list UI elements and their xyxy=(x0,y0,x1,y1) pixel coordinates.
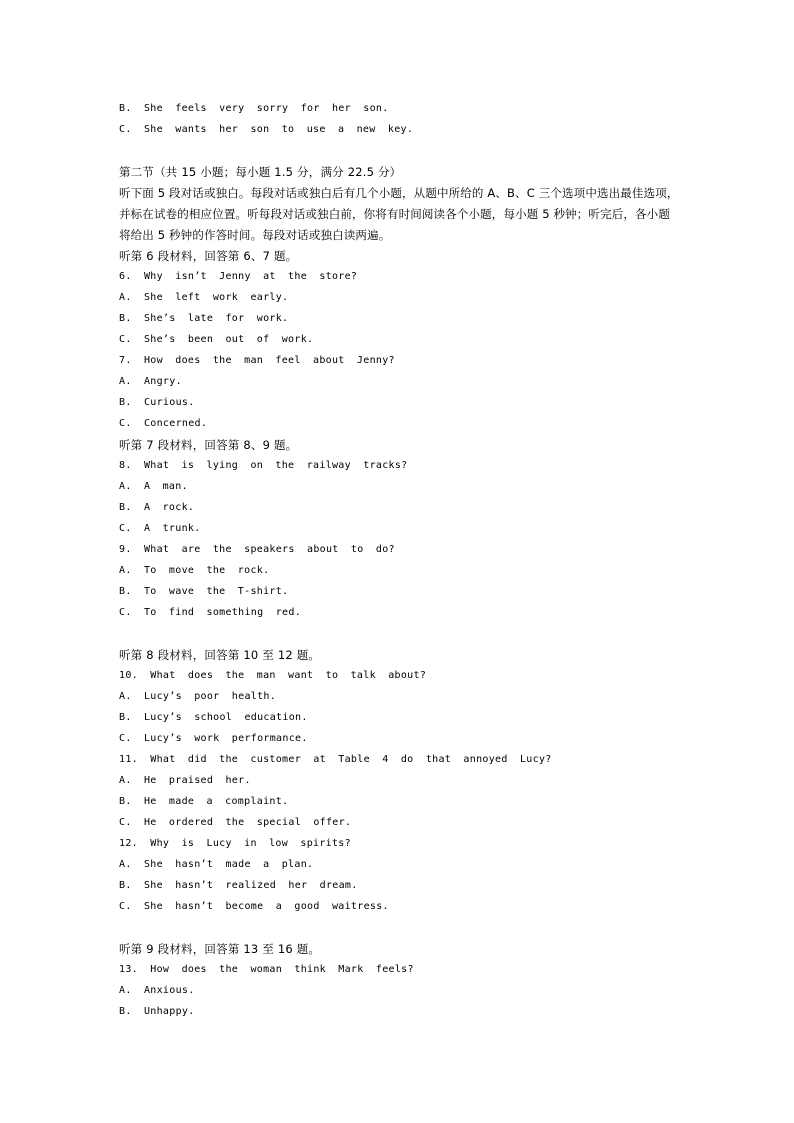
option-a-q9: A. To move the rock. xyxy=(119,565,270,576)
option-b-q10: B. Lucy’s school education. xyxy=(119,712,308,723)
question-7: 7. How does the man feel about Jenny? xyxy=(119,355,395,366)
section-header: 第二节（共 15 小题；每小题 1.5 分，满分 22.5 分） xyxy=(119,165,402,179)
question-12: 12. Why is Lucy in low spirits? xyxy=(119,838,351,849)
option-b-q12: B. She hasn’t realized her dream. xyxy=(119,880,358,891)
question-11: 11. What did the customer at Table 4 do that annoyed Lucy? xyxy=(119,754,552,765)
question-13: 13. How does the woman think Mark feels? xyxy=(119,964,414,975)
material-9-intro: 听第 9 段材料，回答第 13 至 16 题。 xyxy=(119,942,321,956)
option-b-q13: B. Unhappy. xyxy=(119,1006,195,1017)
question-9: 9. What are the speakers about to do? xyxy=(119,544,395,555)
option-c-q8: C. A trunk. xyxy=(119,523,201,534)
option-b-q11: B. He made a complaint. xyxy=(119,796,289,807)
option-a-q8: A. A man. xyxy=(119,481,188,492)
question-8: 8. What is lying on the railway tracks? xyxy=(119,460,408,471)
question-10: 10. What does the man want to talk about? xyxy=(119,670,427,681)
material-6-intro: 听第 6 段材料，回答第 6、7 题。 xyxy=(119,249,298,263)
option-a-q7: A. Angry. xyxy=(119,376,182,387)
option-b-q7: B. Curious. xyxy=(119,397,195,408)
option-c-q10: C. Lucy’s work performance. xyxy=(119,733,308,744)
option-a-q13: A. Anxious. xyxy=(119,985,195,996)
material-8-intro: 听第 8 段材料，回答第 10 至 12 题。 xyxy=(119,648,321,662)
option-a-q6: A. She left work early. xyxy=(119,292,289,303)
option-b-q9: B. To wave the T-shirt. xyxy=(119,586,289,597)
option-b-q5: B. She feels very sorry for her son. xyxy=(119,103,389,114)
option-b-q8: B. A rock. xyxy=(119,502,195,513)
question-6: 6. Why isn’t Jenny at the store? xyxy=(119,271,358,282)
option-c-q6: C. She’s been out of work. xyxy=(119,334,314,345)
option-c-q7: C. Concerned. xyxy=(119,418,208,429)
option-c-q12: C. She hasn’t become a good waitress. xyxy=(119,901,389,912)
option-c-q5: C. She wants her son to use a new key. xyxy=(119,124,414,135)
option-c-q11: C. He ordered the special offer. xyxy=(119,817,352,828)
option-a-q12: A. She hasn’t made a plan. xyxy=(119,859,314,870)
option-b-q6: B. She’s late for work. xyxy=(119,313,289,324)
section-instructions: 听下面 5 段对话或独白。每段对话或独白后有几个小题，从题中所给的 A、B、C 三个选项中选出最佳选项，并标在试卷的相应位置。听每段对话或独白前，你将有时间阅读各个小题，每小题 5 秒钟；听完后，各小题将给出 5 秒钟的作答时间。每段对话或独白读两遍。 xyxy=(119,186,679,242)
option-a-q11: A. He praised her. xyxy=(119,775,251,786)
material-7-intro: 听第 7 段材料，回答第 8、9 题。 xyxy=(119,438,298,452)
option-c-q9: C. To find something red. xyxy=(119,607,302,618)
option-a-q10: A. Lucy’s poor health. xyxy=(119,691,277,702)
